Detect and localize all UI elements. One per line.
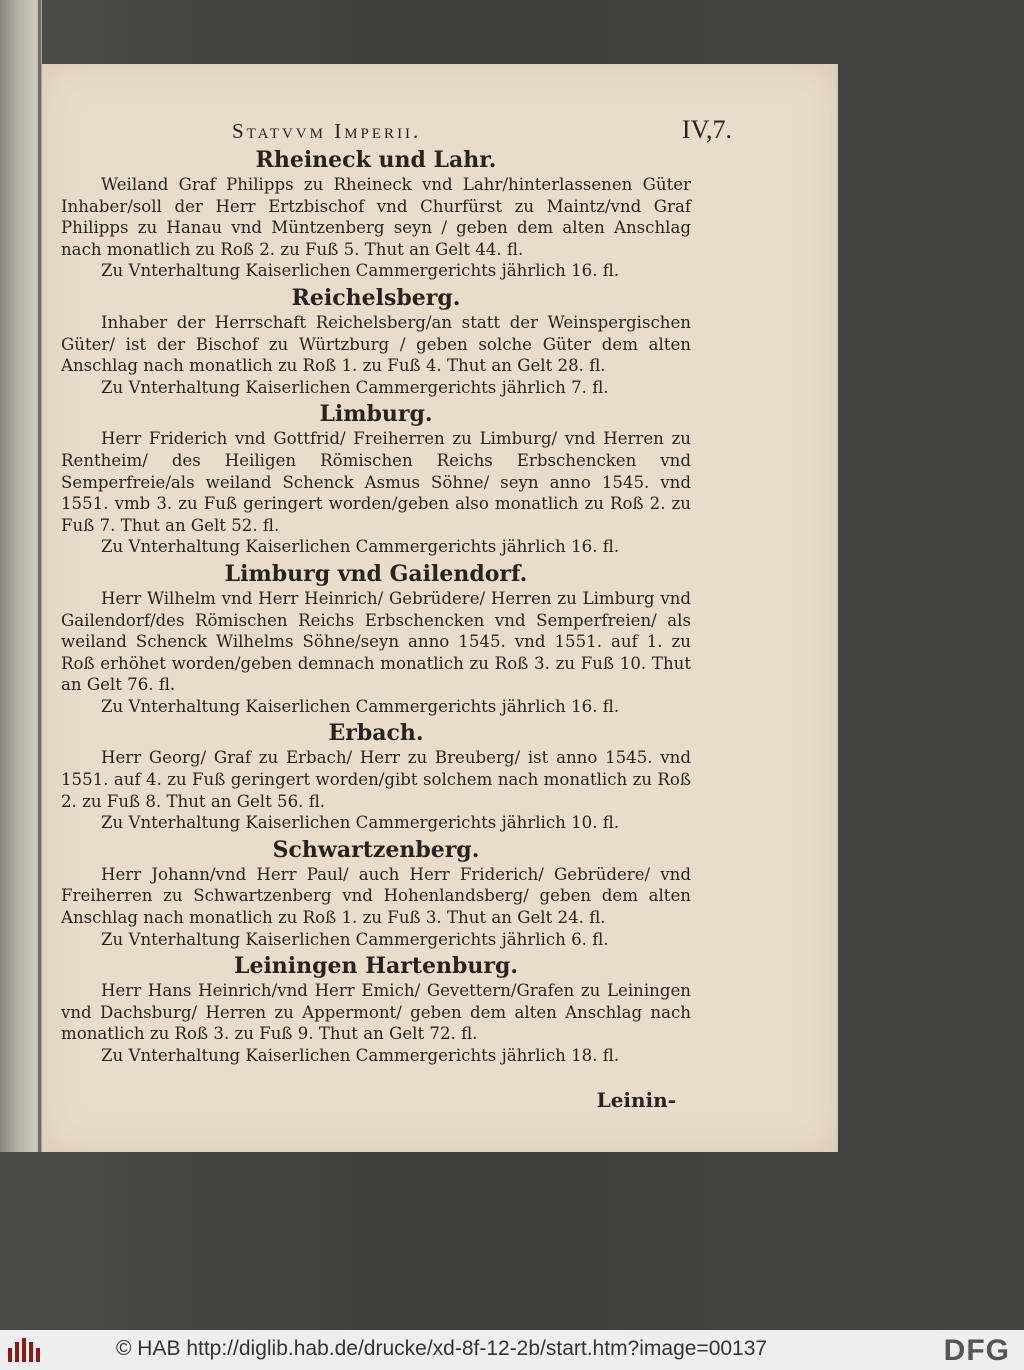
dfg-logo: DFG [943, 1334, 1010, 1367]
section-subline: Zu Vnterhaltung Kaiserlichen Cammergerichts jährlich 7. fl. [101, 377, 609, 397]
section-subline: Zu Vnterhaltung Kaiserlichen Cammergerichts jährlich 18. fl. [101, 1046, 620, 1065]
section-subline: Zu Vnterhaltung Kaiserlichen Cammergerichts jährlich 16. fl. [101, 261, 620, 281]
viewer-footer [0, 1330, 1024, 1370]
section-reichelsberg [61, 284, 691, 398]
section-heading: Rheineck und Lahr. [255, 147, 497, 173]
section-heading: Leiningen Hartenburg. [233, 953, 518, 980]
page-body [61, 144, 691, 1067]
catchword: Leinin- [596, 1088, 676, 1112]
section-subline: Zu Vnterhaltung Kaiserlichen Cammergerichts jährlich 16. fl. [101, 696, 620, 716]
section-leiningen-hartenburg [61, 952, 691, 1066]
folio-number: IV,7. [681, 115, 732, 144]
section-subline: Zu Vnterhaltung Kaiserlichen Cammergerichts jährlich 6. fl. [101, 929, 609, 949]
section-text: Herr Wilhelm vnd Herr Heinrich/ Gebrüdere/ Herren zu Limburg vnd Gailendorf/des Römischen Reichs Erbschencken vnd Semperfreien/ als weiland Schenck Wilhelms Söhne/seyn anno 1545. vnd 1551. auf 1. zu Roß erhöhet worden/geben demnach monatlich zu Roß 3. zu Fuß 10. Thut an Gelt 76. fl. [61, 588, 691, 695]
section-text: Weiland Graf Philipps zu Rheineck vnd Lahr/hinterlassenen Güter Inhaber/soll der Herr Ertzbischof vnd Churfürst zu Maintz/vnd Graf Philipps zu Hanau vnd Müntzenberg seyn / geben dem alten Anschlag nach monatlich zu Roß 2. zu Fuß 5. Thut an Gelt 44. fl. [61, 175, 691, 259]
hab-logo-icon [8, 1338, 42, 1362]
source-link[interactable]: © HAB http://diglib.hab.de/drucke/xd-8f-12-2b/start.htm?image=00137 [116, 1337, 768, 1360]
facing-page-edge [0, 0, 42, 1152]
section-subline: Zu Vnterhaltung Kaiserlichen Cammergerichts jährlich 10. fl. [101, 813, 620, 833]
book-page [42, 64, 838, 1152]
section-text: Herr Friderich vnd Gottfrid/ Freiherren zu Limburg/ vnd Herren zu Rentheim/ des Heiligen Römischen Reichs Erbschencken vnd Semperfreie/als weiland Schenck Asmus Söhne/ seyn anno 1545. vnd 1551. vmb 3. zu Fuß geringert worden/geben also monatlich zu Roß 2. zu Fuß 7. Thut an Gelt 52. fl. [61, 429, 691, 535]
section-heading: Limburg. [319, 401, 433, 428]
running-title: Statvvm Imperii. [232, 119, 422, 143]
section-heading: Schwartzenberg. [272, 836, 480, 863]
section-text: Inhaber der Herrschaft Reichelsberg/an statt der Weinspergischen Güter/ ist der Bischof zu Würtzburg / geben solche Güter dem alten Anschlag nach monatlich zu Roß 1. zu Fuß 4. Thut an Gelt 28. fl. [61, 312, 691, 376]
section-heading: Reichelsberg. [291, 284, 461, 311]
section-text: Herr Georg/ Graf zu Erbach/ Herr zu Breuberg/ ist anno 1545. vnd 1551. auf 4. zu Fuß geringert worden/gibt solchem nach monatlich zu Roß 2. zu Fuß 8. Thut an Gelt 56. fl. [61, 748, 691, 811]
section-heading: Limburg vnd Gailendorf. [224, 560, 528, 587]
section-subline: Zu Vnterhaltung Kaiserlichen Cammergerichts jährlich 16. fl. [101, 537, 620, 557]
section-limburg-gailendorf [61, 560, 691, 718]
section-text: Herr Hans Heinrich/vnd Herr Emich/ Gevettern/Grafen zu Leiningen vnd Dachsburg/ Herren zu Appermont/ geben dem alten Anschlag nach monatlich zu Roß 3. zu Fuß 9. Thut an Gelt 72. fl. [61, 981, 691, 1044]
section-schwartzenberg [61, 836, 691, 950]
section-rheineck [61, 146, 691, 282]
section-limburg [61, 400, 691, 558]
section-text: Herr Johann/vnd Herr Paul/ auch Herr Friderich/ Gebrüdere/ vnd Freiherren zu Schwartzenberg vnd Hohenlandsberg/ geben dem alten Anschlag nach monatlich zu Roß 1. zu Fuß 3. Thut an Gelt 24. fl. [61, 864, 691, 928]
section-erbach [61, 719, 691, 833]
section-heading: Erbach. [328, 720, 424, 747]
gutter-line [38, 0, 41, 1152]
